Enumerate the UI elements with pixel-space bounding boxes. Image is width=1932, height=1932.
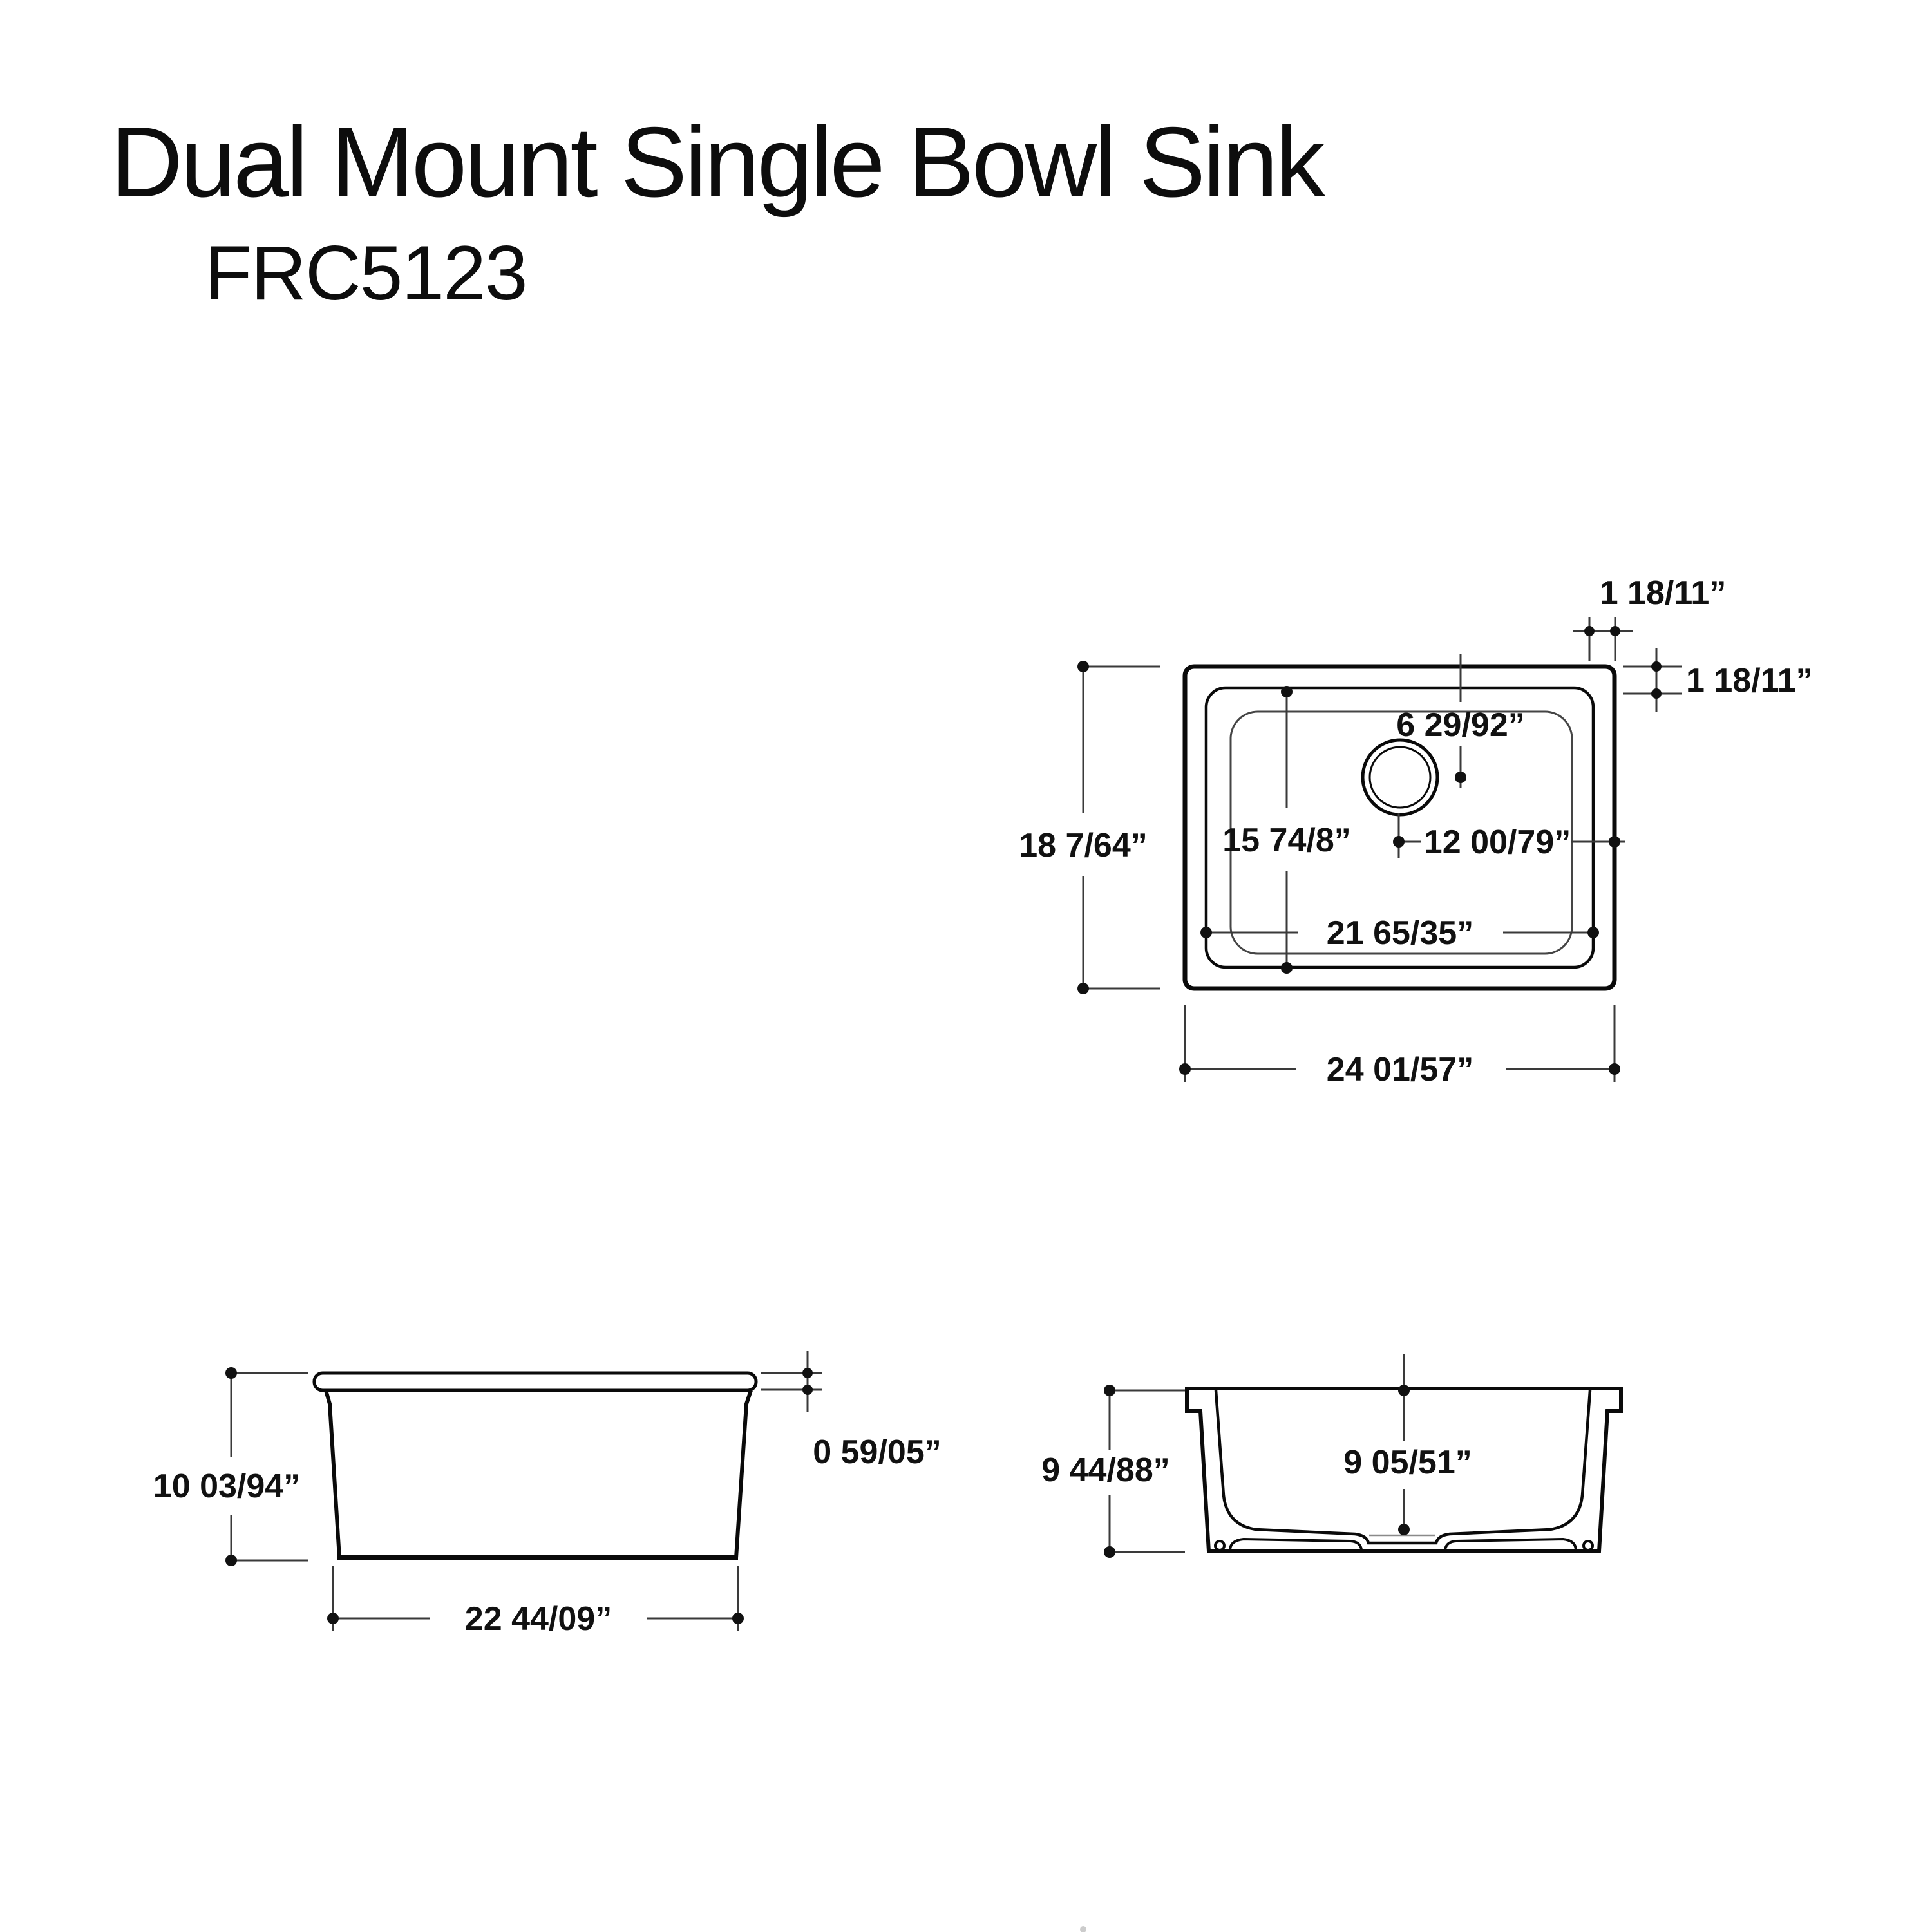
dim-dot xyxy=(327,1613,339,1624)
dim-dot xyxy=(1398,1524,1410,1535)
dim-overall-width xyxy=(1179,1005,1620,1088)
dim-dot xyxy=(1077,983,1089,994)
dim-inner-bowl-depth xyxy=(1343,1354,1472,1535)
dim-rim-thickness xyxy=(761,1351,942,1471)
dim-dot xyxy=(1610,626,1620,636)
side-view xyxy=(1041,1354,1621,1558)
dim-dot xyxy=(1455,772,1466,783)
dim-label-inner-width: 21 65/35” xyxy=(1326,914,1474,952)
page-artifact-mark xyxy=(1080,1926,1086,1932)
side-view-right-foot-pad xyxy=(1445,1539,1576,1549)
dim-dot xyxy=(1609,1063,1620,1075)
dim-dot xyxy=(225,1555,237,1566)
dim-label-inner-bowl-depth: 9 05/51” xyxy=(1343,1444,1472,1481)
side-view-left-foot xyxy=(1215,1541,1224,1550)
dim-lip-depth-right xyxy=(1623,648,1813,712)
dim-drain-from-top xyxy=(1396,654,1525,788)
dim-front-height xyxy=(153,1367,308,1566)
dim-dot xyxy=(1179,1063,1191,1075)
dim-dot xyxy=(1584,626,1595,636)
dim-inner-width xyxy=(1200,914,1599,952)
side-view-right-foot xyxy=(1584,1541,1593,1550)
dim-dot xyxy=(1651,661,1662,672)
dim-label-drain-from-top: 6 29/92” xyxy=(1396,706,1525,744)
top-view xyxy=(1019,574,1812,1088)
dim-label-lip-depth: 1 18/11” xyxy=(1686,662,1813,699)
dim-label-rim-thickness: 0 59/05” xyxy=(813,1434,942,1471)
dim-dot xyxy=(1609,836,1620,848)
dim-dot xyxy=(802,1385,813,1395)
dim-label-overall-width: 24 01/57” xyxy=(1326,1051,1474,1088)
dim-dot xyxy=(1398,1385,1410,1396)
dim-dot xyxy=(1104,1546,1115,1558)
dim-dot xyxy=(1651,688,1662,699)
dim-label-inner-depth: 15 74/8” xyxy=(1222,822,1351,859)
dim-dot xyxy=(1077,661,1089,672)
dim-base-width xyxy=(327,1566,744,1638)
dim-lip-width-top xyxy=(1573,574,1726,661)
model-number: FRC5123 xyxy=(205,230,527,316)
dim-dot xyxy=(1587,927,1599,938)
dim-label-overall-depth: 18 7/64” xyxy=(1019,827,1148,864)
dim-dot xyxy=(1393,836,1405,848)
drain-outer-circle xyxy=(1363,740,1437,815)
dim-dot xyxy=(225,1367,237,1379)
dim-label-front-height: 10 03/94” xyxy=(153,1468,301,1505)
side-view-left-foot-pad xyxy=(1230,1539,1361,1549)
page-title: Dual Mount Single Bowl Sink xyxy=(111,106,1323,218)
front-view xyxy=(153,1351,942,1638)
dim-dot xyxy=(802,1368,813,1378)
dim-dot xyxy=(732,1613,744,1624)
dim-label-drain-to-right: 12 00/79” xyxy=(1423,824,1571,861)
dim-drain-to-right xyxy=(1393,813,1625,861)
dim-label-side-height: 9 44/88” xyxy=(1041,1452,1170,1489)
front-view-body xyxy=(326,1390,751,1558)
dim-label-lip-width: 1 18/11” xyxy=(1599,574,1727,612)
dim-dot xyxy=(1281,962,1293,974)
dim-dot xyxy=(1281,686,1293,697)
dim-dot xyxy=(1104,1385,1115,1396)
title-block xyxy=(111,106,1326,316)
dim-side-height xyxy=(1041,1385,1185,1558)
dim-overall-depth xyxy=(1019,661,1160,994)
drain-inner-circle xyxy=(1370,747,1430,808)
front-view-rim xyxy=(314,1373,756,1390)
dim-dot xyxy=(1200,927,1212,938)
dim-label-base-width: 22 44/09” xyxy=(464,1600,612,1638)
